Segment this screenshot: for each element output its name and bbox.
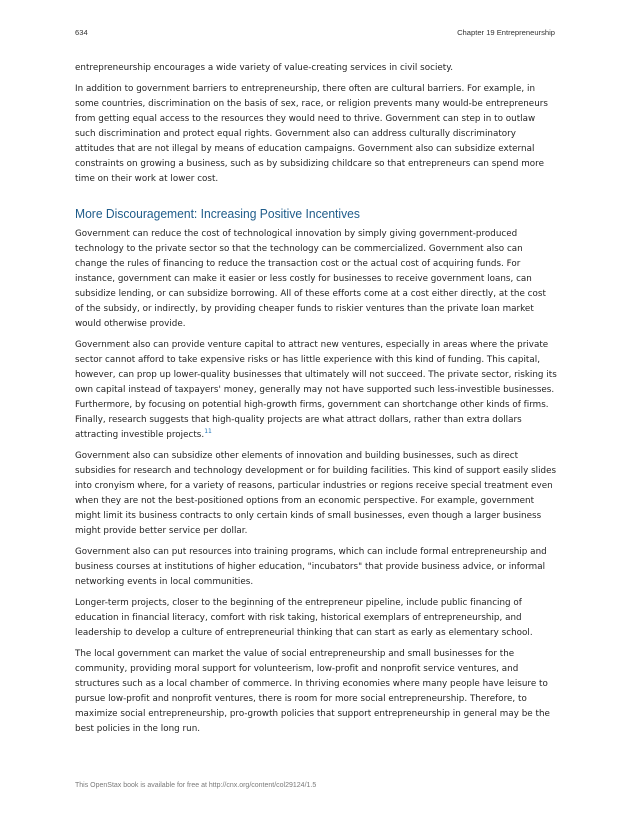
- page-number: 634: [75, 28, 88, 37]
- paragraph-technology-cost: Government can reduce the cost of technological innovation by simply giving government-produced technology to the private sector so that the technology can be commercialized. Government also can change the rules of financing to reduce the transaction cost or the actual cost of acquiring funds. For instance, government can make it easier or less costly for businesses to receive government loans, can subsidize lending, or can subsidize borrowing. All of these efforts come at a cost either directly, at the cost of the subsidy, or indirectly, by providing cheaper funds to riskier ventures than the private loan market would otherwise provide.: [75, 229, 546, 329]
- paragraph-local-government: The local government can market the value of social entrepreneurship and small businesses for the community, providing moral support for volunteerism, low-profit and nonprofit service ventures, and structures such as a local chamber of commerce. In thriving economies where many people have leisure to pursue low-profit and nonprofit ventures, there is room for more social entrepreneurship. Therefore, to maximize social entrepreneurship, pro-growth policies that support entrepreneurship in general may be the best policies in the long run.: [75, 649, 550, 734]
- footnote-link[interactable]: 11: [204, 428, 212, 436]
- paragraph-continued: entrepreneurship encourages a wide variety of value-creating services in civil society.: [75, 63, 454, 73]
- paragraph-venture-capital-text: Government also can provide venture capital to attract new ventures, especially in areas where the private sector cannot afford to take expensive risks or has little experience with this kind of funding. This capital, however, can prop up lower-quality businesses that ultimately will not succeed. The private sector, risking its own capital instead of taxpayers' money, generally may not have supported such less-investible businesses. Furthermore, by focusing on potential high-growth firms, government can shortchange other kinds of firms. Finally, research suggests that high-quality projects are what attract dollars, rather than extra dollars attracting investible projects.: [75, 340, 557, 440]
- footer-availability: This OpenStax book is available for free at http://cnx.org/content/col29124/1.5: [75, 782, 317, 789]
- paragraph-cultural-barriers: In addition to government barriers to entrepreneurship, there often are cultural barriers. For example, in some countries, discrimination on the basis of sex, race, or religion prevents many would-be entrepreneurs from getting equal access to the resources they would need to thrive. Government can step in to outlaw such discrimination and protect equal rights. Government also can address culturally discriminatory attitudes that are not illegal by means of education campaigns. Government also can subsidize external constraints on growing a business, such as by subsidizing childcare so that entrepreneurs can spend more time on their work at lower cost.: [75, 84, 548, 184]
- paragraph-training: Government also can put resources into training programs, which can include formal entrepreneurship and business courses at institutions of higher education, "incubators" that provide business advice, or informal networking events in local communities.: [75, 547, 547, 587]
- page-body: [75, 61, 557, 743]
- section-heading: More Discouragement: Increasing Positive Incentives: [75, 206, 360, 221]
- chapter-title: Chapter 19 Entrepreneurship: [457, 28, 555, 37]
- paragraph-venture-capital: [75, 338, 557, 443]
- paragraph-subsidies: Government also can subsidize other elements of innovation and building businesses, such as direct subsidies for research and technology development or for building facilities. This kind of support easily slides into cronyism where, for a variety of reasons, particular industries or regions receive special treatment even when they are not the best-positioned options from an economic perspective. For example, government might limit its business contracts to only certain kinds of small businesses, even though a larger business might provide better service per dollar.: [75, 451, 557, 536]
- paragraph-long-term: Longer-term projects, closer to the beginning of the entrepreneur pipeline, include public financing of education in financial literacy, comfort with risk taking, historical exemplars of entrepreneurship, and leadership to develop a culture of entrepreneurial thinking that can start as early as elementary school.: [75, 598, 533, 638]
